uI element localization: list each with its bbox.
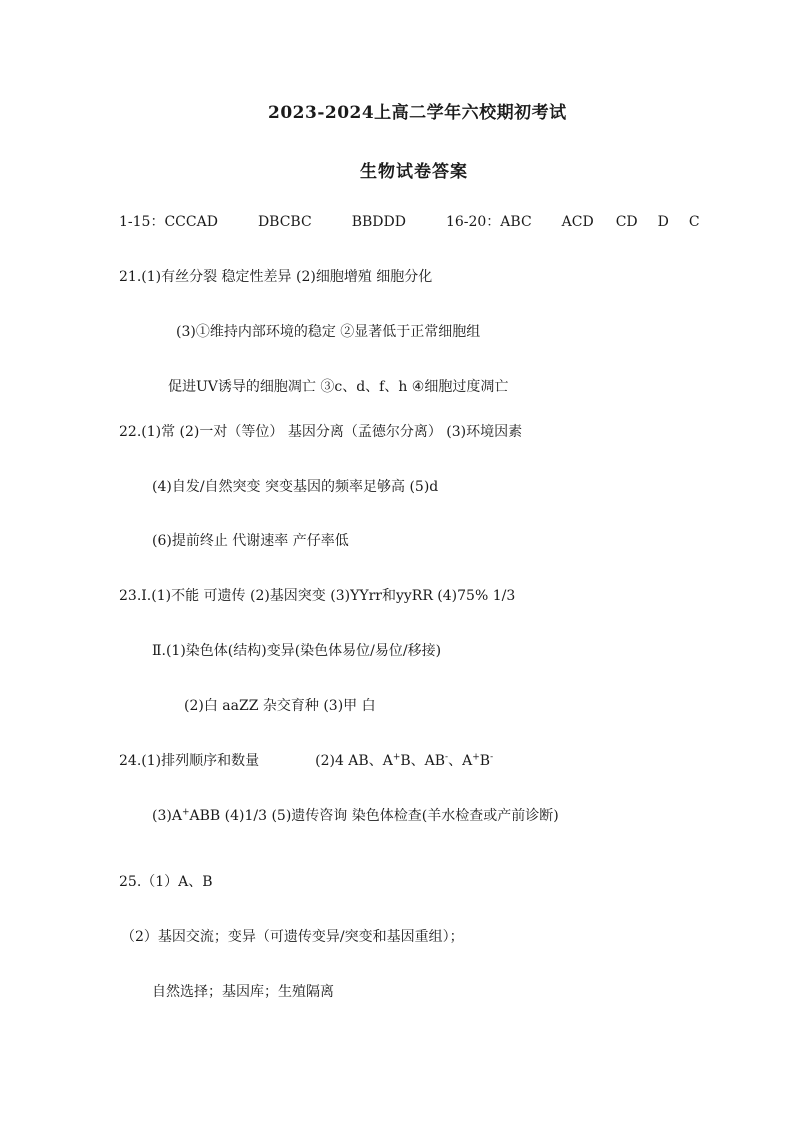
superscript-plus: +: [392, 752, 401, 763]
q25-line-2: （2）基因交流；变异（可遗传变异/突变和基因重组）；: [121, 929, 464, 945]
q23-line-1: 23.Ⅰ.(1)不能 可遗传 (2)基因突变 (3)YYrr和yyRR (4)75% 1/3: [119, 588, 516, 604]
page-title: 2023-2024上高二学年六校期初考试: [268, 103, 567, 123]
q24-part-2: (2)4 AB、A: [315, 753, 393, 769]
q24-part-2c: 、A: [448, 753, 473, 769]
mc-range-16-20: 16-20：ABC: [445, 214, 532, 230]
mc-answer-19: D: [657, 214, 669, 230]
q25-line-3: 自然选择；基因库；生殖隔离: [152, 984, 334, 1000]
q24-part-2d: B: [479, 753, 491, 769]
q25-line-1: 25.（1）A、B: [119, 874, 213, 890]
q24-part-3a: (3)A: [152, 808, 182, 824]
superscript-minus: -: [445, 752, 449, 763]
q24-part-3b: ABB (4)1/3 (5)遗传咨询 染色体检查(羊水检查或产前诊断): [189, 808, 559, 824]
mc-range-1-15: 1-15：CCCAD: [119, 214, 218, 230]
q22-line-3: (6)提前终止 代谢速率 产仔率低: [152, 533, 349, 549]
q21-line-2: (3)①维持内部环境的稳定 ②显著低于正常细胞组: [176, 324, 481, 340]
q24-part-1: 24.(1)排列顺序和数量: [119, 753, 260, 769]
q24-part-2b: B、AB: [400, 753, 446, 769]
q24-line-2: [152, 806, 559, 826]
page-subtitle: 生物试卷答案: [360, 162, 468, 182]
superscript-plus: +: [181, 807, 190, 818]
mc-group-3: BBDDD: [351, 214, 406, 230]
q21-line-3: 促进UV诱导的细胞凋亡 ③c、d、f、h ④细胞过度凋亡: [168, 379, 509, 395]
superscript-minus: -: [490, 752, 494, 763]
mc-group-2: DBCBC: [257, 214, 312, 230]
mc-answer-20: C: [688, 214, 700, 230]
q23-line-2: Ⅱ.(1)染色体(结构)变异(染色体易位/易位/移接): [152, 643, 442, 659]
q22-line-2: (4)自发/自然突变 突变基因的频率足够高 (5)d: [152, 479, 439, 495]
q21-line-1: 21.(1)有丝分裂 稳定性差异 (2)细胞增殖 细胞分化: [119, 269, 433, 285]
superscript-plus: +: [472, 752, 480, 763]
q22-line-1: 22.(1)常 (2)一对（等位） 基因分离（孟德尔分离） (3)环境因素: [119, 424, 523, 440]
q23-line-3: (2)白 aaZZ 杂交育种 (3)甲 白: [184, 698, 376, 714]
mc-answers-line: [119, 212, 700, 232]
mc-answer-17: ACD: [561, 214, 594, 230]
q24-line-1: [119, 751, 493, 771]
mc-answer-18: CD: [615, 214, 638, 230]
